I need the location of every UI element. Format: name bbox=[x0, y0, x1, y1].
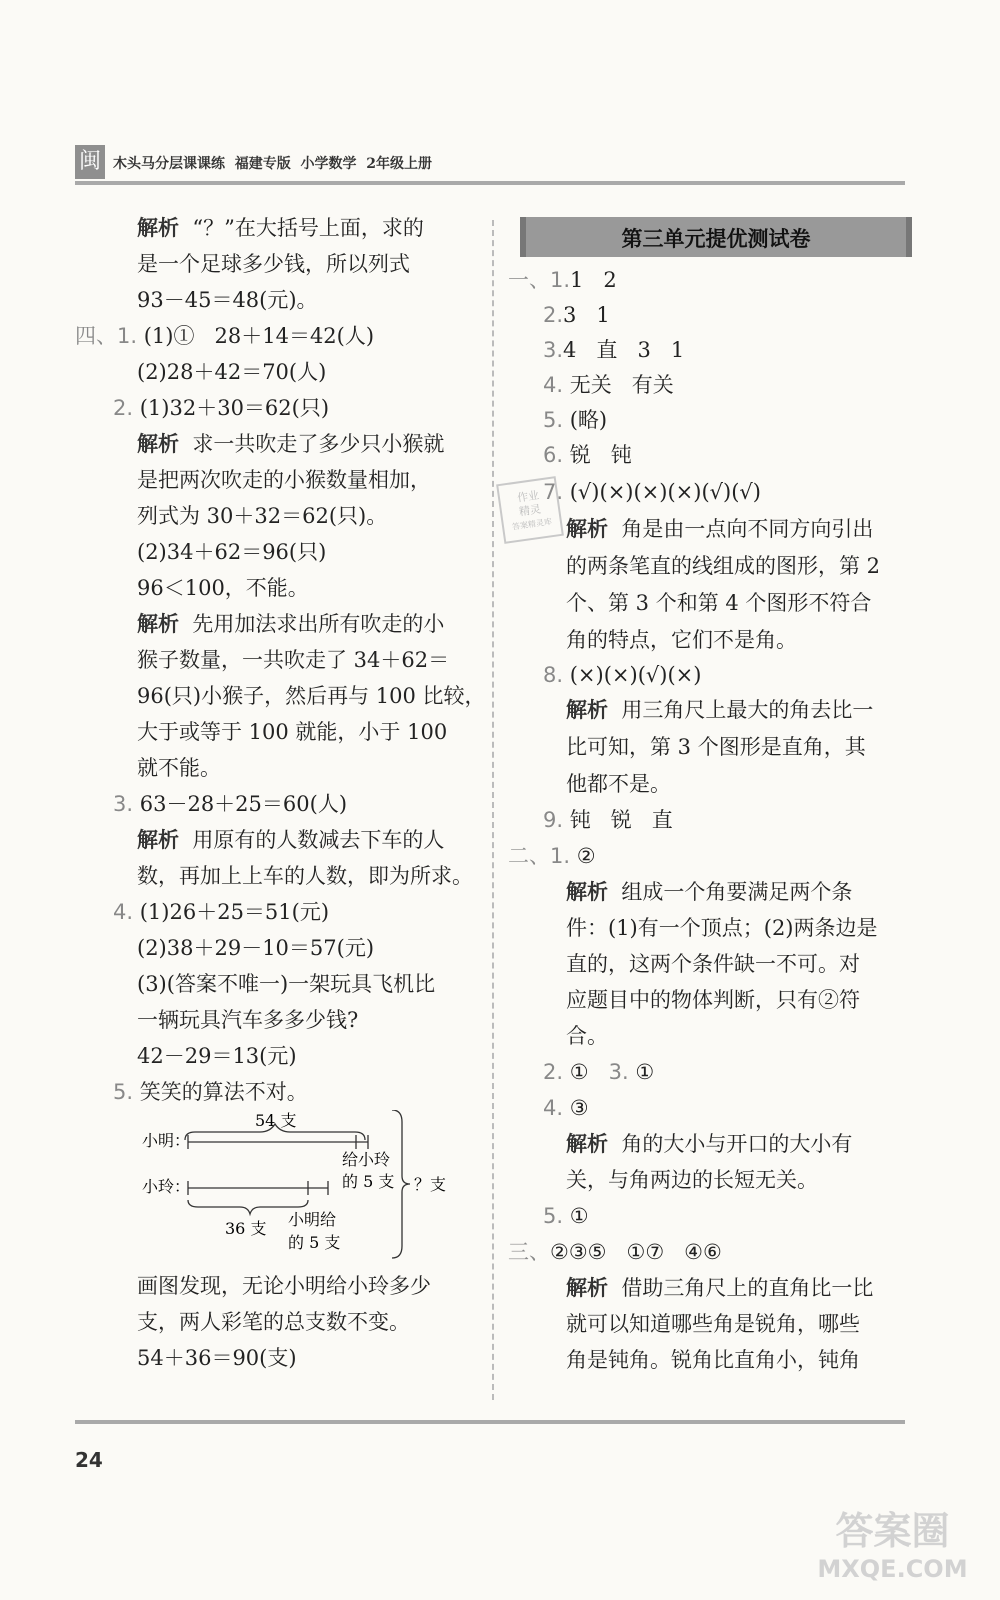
text-line: 是把两次吹走的小猴数量相加， bbox=[137, 468, 431, 492]
question-line: 4. (1)26＋25＝51(元) bbox=[113, 900, 330, 924]
text-line: 96(只)小猴子，然后再与 100 比较， bbox=[137, 684, 486, 708]
text-line: 画图发现，无论小明给小玲多少 bbox=[137, 1274, 431, 1298]
text-line: 就可以知道哪些角是锐角，哪些 bbox=[566, 1312, 860, 1336]
question-line: 四、1. (1)① 28＋14＝42(人) bbox=[75, 324, 375, 348]
xiaoling-label: 小玲： bbox=[142, 1177, 191, 1196]
question-line: 5. (略) bbox=[543, 408, 608, 432]
question-number: 7. bbox=[543, 480, 564, 504]
question-number: 4. bbox=[543, 373, 564, 397]
question-line: 7. (√)(×)(×)(×)(√)(√) bbox=[543, 480, 761, 504]
analysis-line: 解析 组成一个角要满足两个条 bbox=[566, 880, 853, 904]
segment-diagram bbox=[120, 1110, 480, 1270]
question-number: 二、1. bbox=[508, 844, 571, 868]
text-line: 支，两人彩笔的总支数不变。 bbox=[137, 1310, 410, 1334]
column-divider bbox=[492, 220, 494, 1400]
question-number: 四、1. bbox=[75, 324, 138, 348]
question-number: 5. bbox=[543, 1204, 564, 1228]
question-line: 5. 笑笑的算法不对。 bbox=[113, 1080, 308, 1104]
analysis-line: 解析 “？”在大括号上面，求的 bbox=[137, 216, 424, 240]
text-line: 数，再加上上车的人数，即为所求。 bbox=[137, 864, 473, 888]
text-line: 的两条笔直的线组成的图形，第 2 bbox=[566, 554, 881, 578]
text-line: (2)28＋42＝70(人) bbox=[137, 360, 327, 384]
unit-title: 第三单元提优测试卷 bbox=[621, 227, 811, 251]
text-line: 42－29＝13(元) bbox=[137, 1044, 297, 1068]
text-line: 角是钝角。锐角比直角小，钝角 bbox=[566, 1348, 860, 1372]
total-label: ？支 bbox=[414, 1175, 447, 1194]
text-line: (2)34＋62＝96(只) bbox=[137, 540, 327, 564]
question-number: 2. bbox=[113, 396, 134, 420]
question-line: 2.3 1 bbox=[543, 303, 610, 327]
give-label-1a: 给小玲 bbox=[342, 1150, 391, 1169]
analysis-label: 解析 bbox=[137, 432, 179, 456]
footer-rule bbox=[75, 1420, 905, 1424]
analysis-label: 解析 bbox=[566, 1276, 608, 1300]
right-brace bbox=[392, 1110, 410, 1258]
text-line: 96＜100，不能。 bbox=[137, 576, 309, 600]
question-number: 2. bbox=[543, 1060, 564, 1084]
page-number: 24 bbox=[75, 1448, 103, 1472]
question-number: 4. bbox=[113, 900, 134, 924]
unit-title-box bbox=[520, 217, 912, 257]
text-line: 列式为 30＋32＝62(只)。 bbox=[137, 504, 388, 528]
question-number: 3. bbox=[608, 1060, 629, 1084]
top-count-label: 54 支 bbox=[255, 1111, 297, 1130]
text-line: 应题目中的物体判断，只有②符 bbox=[566, 988, 860, 1012]
text-line: 角的特点，它们不是角。 bbox=[566, 628, 797, 652]
text-line: 大于或等于 100 就能，小于 100 bbox=[137, 720, 448, 744]
analysis-line: 解析 角是由一点向不同方向引出 bbox=[566, 517, 874, 541]
text-line: 54＋36＝90(支) bbox=[137, 1346, 297, 1370]
text-line: 直的，这两个条件缺一不可。对 bbox=[566, 952, 860, 976]
question-number: 3. bbox=[543, 338, 564, 362]
question-line: 6. 锐 钝 bbox=[543, 443, 632, 467]
text-line: 比可知，第 3 个图形是直角，其 bbox=[566, 735, 866, 759]
text-line: 关，与角两边的长短无关。 bbox=[566, 1168, 818, 1192]
question-line: 4. ③ bbox=[543, 1096, 589, 1120]
question-line: 三、②③⑤ ①⑦ ④⑥ bbox=[508, 1240, 722, 1264]
question-number: 5. bbox=[113, 1080, 134, 1104]
stamp-watermark: 作业 精灵 答案精灵库 bbox=[496, 476, 564, 544]
question-line: 2. (1)32＋30＝62(只) bbox=[113, 396, 330, 420]
question-number: 2. bbox=[543, 303, 564, 327]
page-header bbox=[75, 145, 905, 185]
text-line: 他都不是。 bbox=[566, 772, 671, 796]
give-label-2a: 小明给 bbox=[288, 1210, 337, 1229]
question-line: 9. 钝 锐 直 bbox=[543, 808, 673, 832]
analysis-line: 解析 用原有的人数减去下车的人 bbox=[137, 828, 445, 852]
analysis-label: 解析 bbox=[137, 828, 179, 852]
text-line: 个、第 3 个和第 4 个图形不符合 bbox=[566, 591, 872, 615]
analysis-line: 解析 借助三角尺上的直角比一比 bbox=[566, 1276, 874, 1300]
text-line: (3)(答案不唯一)一架玩具飞机比 bbox=[137, 972, 436, 996]
analysis-label: 解析 bbox=[137, 216, 179, 240]
analysis-line: 解析 用三角尺上最大的角去比一 bbox=[566, 698, 874, 722]
site-watermark: 答案圈 MXQE.COM bbox=[817, 1509, 968, 1583]
question-line: 一、1.1 2 bbox=[508, 268, 617, 292]
analysis-line: 解析 求一共吹走了多少只小猴就 bbox=[137, 432, 445, 456]
question-number: 一、1. bbox=[508, 268, 571, 292]
question-number: 5. bbox=[543, 408, 564, 432]
question-line: 3. 63－28＋25＝60(人) bbox=[113, 792, 348, 816]
xiaoming-label: 小明： bbox=[142, 1131, 191, 1150]
question-line: 二、1. ② bbox=[508, 844, 596, 868]
text-line: 就不能。 bbox=[137, 756, 221, 780]
question-line: 4. 无关 有关 bbox=[543, 373, 674, 397]
text-line: 93－45＝48(元)。 bbox=[137, 288, 318, 312]
region-mark: 闽 bbox=[75, 145, 105, 179]
text-line: 一辆玩具汽车多多少钱? bbox=[137, 1008, 359, 1032]
text-line: 件：(1)有一个顶点；(2)两条边是 bbox=[566, 916, 878, 940]
analysis-line: 解析 先用加法求出所有吹走的小 bbox=[137, 612, 445, 636]
question-line: 3.4 直 3 1 bbox=[543, 338, 685, 362]
give-label-2b: 的 5 支 bbox=[288, 1233, 341, 1252]
question-number: 4. bbox=[543, 1096, 564, 1120]
analysis-label: 解析 bbox=[137, 612, 179, 636]
question-number: 8. bbox=[543, 663, 564, 687]
question-number: 三、 bbox=[508, 1240, 550, 1264]
question-line: 2. ① 3. ① bbox=[543, 1060, 655, 1084]
question-line: 8. (×)(×)(√)(×) bbox=[543, 663, 702, 687]
give-label-1b: 的 5 支 bbox=[342, 1172, 395, 1191]
bottom-count-label: 36 支 bbox=[225, 1219, 267, 1238]
text-line: 合。 bbox=[566, 1024, 608, 1048]
text-line: 猴子数量，一共吹走了 34＋62＝ bbox=[137, 648, 450, 672]
question-number: 3. bbox=[113, 792, 134, 816]
question-number: 9. bbox=[543, 808, 564, 832]
question-number: 6. bbox=[543, 443, 564, 467]
text-line: (2)38＋29－10＝57(元) bbox=[137, 936, 375, 960]
header-rule bbox=[75, 181, 905, 185]
analysis-label: 解析 bbox=[566, 880, 608, 904]
analysis-label: 解析 bbox=[566, 698, 608, 722]
analysis-line: 解析 角的大小与开口的大小有 bbox=[566, 1132, 853, 1156]
analysis-label: 解析 bbox=[566, 517, 608, 541]
analysis-label: 解析 bbox=[566, 1132, 608, 1156]
question-line: 5. ① bbox=[543, 1204, 589, 1228]
book-title: 木头马分层课课练 福建专版 小学数学 2年级上册 bbox=[113, 156, 432, 172]
text-line: 是一个足球多少钱，所以列式 bbox=[137, 252, 410, 276]
